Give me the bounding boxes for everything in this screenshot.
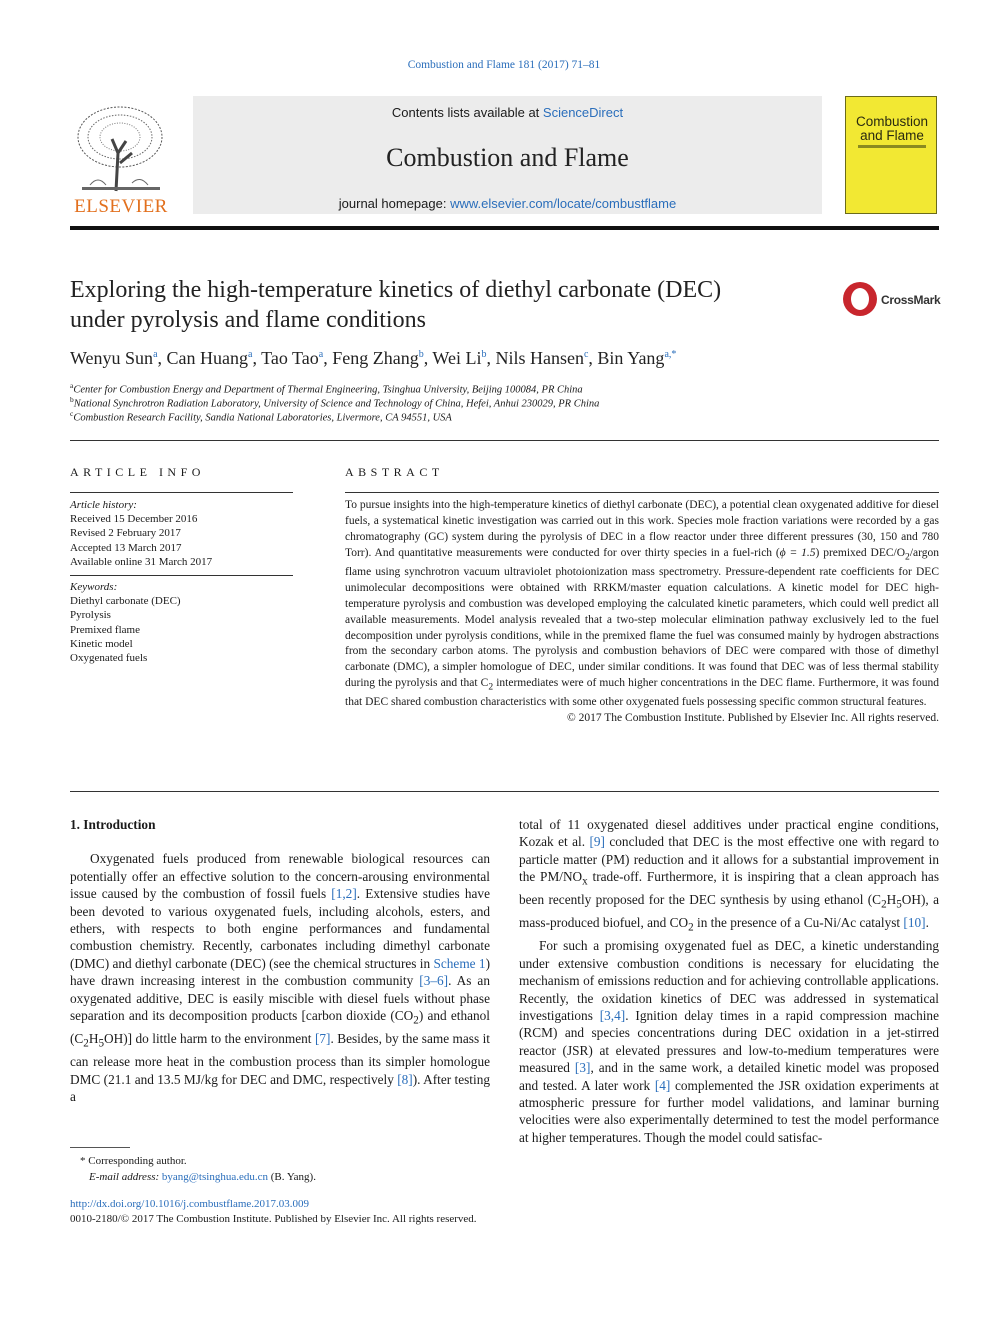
- author-list: Wenyu Sun$^a$, Can Huang$^a$, Tao Tao$^a$, Feng Zhang$^b$, Wei Li$^b$, Nils Hansen$^c$, Bin Yang$^{a,*}$: [70, 348, 677, 368]
- crossmark-label: CrossMark: [881, 293, 941, 307]
- journal-homepage: [193, 196, 822, 211]
- keywords: [70, 580, 293, 665]
- crossmark-icon: [843, 282, 877, 316]
- author[interactable]: Nils Hansen$^c$: [495, 348, 589, 368]
- history-item: Received 15 December 2016: [70, 513, 198, 526]
- citation-link[interactable]: [3,4]: [599, 1008, 626, 1024]
- elsevier-wordmark: ELSEVIER: [74, 196, 168, 217]
- homepage-prefix: journal homepage:: [338, 196, 451, 211]
- keyword[interactable]: Diethyl carbonate (DEC): [70, 595, 181, 608]
- keywords-rule: [70, 575, 293, 576]
- email-link[interactable]: byang@tsinghua.edu.cn: [161, 1171, 268, 1183]
- keyword[interactable]: Kinetic model: [70, 637, 133, 650]
- crossmark-badge[interactable]: [843, 282, 939, 318]
- scheme-link[interactable]: Scheme 1: [433, 955, 486, 971]
- title-line-1: Exploring the high-temperature kinetics of diethyl carbonate (DEC): [70, 277, 722, 303]
- journal-cover-thumbnail[interactable]: [845, 96, 937, 214]
- footnote-rule: [70, 1147, 130, 1148]
- article-title: [70, 275, 830, 335]
- author[interactable]: Can Huang$^a$: [166, 348, 253, 368]
- title-line-2: under pyrolysis and flame conditions: [70, 307, 426, 333]
- citation-link[interactable]: [9]: [589, 834, 605, 850]
- intro-paragraph-1: Oxygenated fuels produced from renewable biological resources can potentially offer an effective solution to the concern-arousing environmental issue caused by the combustion of fossil fuels [1,2]. Extensive studies have been devoted to various oxygenated fuels, including alcohols, esters, and ethers, with respects to both engine performances and fundamental combustion chemistry. Recently, carbonates including dimethyl carbonate (DMC) and diethyl carbonate (DEC) (see the chemical structures in Scheme 1) have drawn increasing interest in the combustion community [3–6]. As an oxygenated additive, DEC is easily miscible with diesel fuels without phase separation and its decomposition products [carbon dioxide $(CO_2)$ and ethanol $(C_2H_5OH)$] do little harm to the environment [7]. Besides, by the same mass it can release more heat in the combustion process than its simpler homologue DMC (21.1 and 13.5 MJ/kg for DEC and DMC, respectively [8]). After testing a: [70, 851, 490, 1104]
- history-item: Revised 2 February 2017: [70, 527, 181, 540]
- citation-link[interactable]: [4]: [654, 1077, 671, 1093]
- citation-link[interactable]: [3–6]: [419, 973, 449, 989]
- intro-left-column: [70, 816, 490, 1105]
- citation-link[interactable]: [10]: [903, 915, 926, 931]
- affiliation-b: $^b$National Synchrotron Radiation Laboratory, University of Science and Technology of China, Hefei, Anhui 230029, PR China: [70, 395, 600, 410]
- email-line: E-mail address: byang@tsinghua.edu.cn (B. Yang).: [89, 1171, 316, 1183]
- abstract-end-rule: [70, 791, 939, 792]
- corresponding-author: * Corresponding author.: [80, 1155, 187, 1167]
- sciencedirect-link[interactable]: ScienceDirect: [542, 105, 624, 120]
- intro-paragraph-2: For such a promising oxygenated fuel as DEC, a kinetic understanding under extensive combustion conditions is necessary for elucidating the mechanism of emissions reduction and for achieving controllable applications. Recently, the oxidation kinetics of DEC was addressed in systematical investigations [3,4]. Ignition delay times in a rapid compression machine (RCM) and species concentrations during DEC oxidation in a jet-stirred reactor (JSR) at elevated pressures and low-to-medium temperatures were measured [3], and in the same work, a detailed kinetic model was proposed and tested. A later work [4] complemented the JSR oxidation experiments at atmospheric pressure for further model validations, and laminar burning velocities were also experimentally determined to test the model performance at higher temperatures. Though the model could satisfac-: [519, 938, 939, 1145]
- affiliation-c: $^c$Combustion Research Facility, Sandia National Laboratories, Livermore, CA 94551, USA: [70, 409, 452, 424]
- elsevier-tree-icon: [70, 103, 172, 195]
- doi-link[interactable]: http://dx.doi.org/10.1016/j.combustflame.2017.03.009: [70, 1198, 310, 1210]
- abstract-rule: [345, 492, 939, 493]
- intro-paragraph-1-cont: total of 11 oxygenated diesel additives under practical engine conditions, Kozak et al. [9] concluded that DEC is the most effective one with regard to particle matter (PM) reduction and it allows for a substantial improvement in the $PM/NO_x$ trade-off. Furthermore, it is inspiring that a clean approach has been recently proposed for the DEC synthesis by using ethanol $(C_2H_5OH)$, a mass-produced biofuel, and $CO_2$ in the presence of a Cu-Ni/Ac catalyst [10].: [519, 817, 940, 934]
- citation-link[interactable]: [8]: [397, 1071, 413, 1087]
- history-item: Accepted 13 March 2017: [70, 541, 182, 554]
- issn-line: 0010-2180/© 2017 The Combustion Institute. Published by Elsevier Inc. All rights reserved.: [70, 1213, 477, 1225]
- journal-title: Combustion and Flame: [386, 143, 629, 172]
- author[interactable]: Tao Tao$^a$: [261, 348, 324, 368]
- contents-line: [193, 105, 822, 120]
- article-info-heading: ARTICLE INFO: [70, 465, 205, 479]
- abstract-copyright: © 2017 The Combustion Institute. Published by Elsevier Inc. All rights reserved.: [566, 712, 939, 725]
- author[interactable]: Wenyu Sun$^a$: [70, 348, 158, 368]
- author[interactable]: Feng Zhang$^b$: [332, 348, 424, 368]
- article-info-rule: [70, 492, 293, 493]
- keywords-label: Keywords:: [70, 581, 118, 593]
- cover-rule: [858, 145, 926, 148]
- author[interactable]: Wei Li$^b$: [432, 348, 487, 368]
- intro-right-column: [519, 816, 939, 1146]
- keyword[interactable]: Premixed flame: [70, 623, 140, 636]
- affiliation-rule: [70, 440, 939, 441]
- citation-link[interactable]: [3]: [574, 1060, 591, 1076]
- header-rule: [70, 226, 939, 230]
- abstract-body: To pursue insights into the high-temperature kinetics of diethyl carbonate (DEC), a potential clean oxygenated additive for diesel fuels, a systematical kinetic investigation was carried out in this work. Species mole fraction variations were recorded by a gas chromatography (GC) system during the pyrolysis of DEC in a flow reactor under three different pressures (30, 150 and 780 Torr). And quantitative measurements were conducted for over thirty species in a fuel-rich (ϕ = 1.5) premixed DEC/$O_2$/argon flame using synchrotron vacuum ultraviolet photoionization mass spectrometry. Pressure-dependent rate coefficients for DEC unimolecular decompositions were obtained with RRKM/master equation calculations. A kinetic model for DEC high-temperature pyrolysis and combustion was developed employing the calculated kinetic parameters, which could well predict all available measurements. Model analysis revealed that a two-step molecular elimination pathway exclusively led to the fuel decomposition under pyrolysis conditions, while in the premixed flame the fuel was consumed mainly by hydrogen abstractions from the secondary carbon atoms. The pyrolysis and combustion behaviors of DEC were compared with those of dimethyl carbonate (DMC), a simpler homologue of DEC, under similar conditions. It was found that DEC was of less thermal stability during the pyrolysis and that $C_2$ intermediates were of much higher concentrations in the DEC flame. Furthermore, it was found that DEC shared combustion characteristics with some other oxygenated fuels possessing specific common structural features. © 2017 The Combustion Institute. Published by Elsevier Inc. All rights reserved.: [345, 498, 939, 727]
- contents-prefix: Contents lists available at: [391, 105, 543, 120]
- author[interactable]: Bin Yang$^{a,*}$: [597, 348, 677, 368]
- cover-title: Combustion and Flame: [855, 114, 929, 143]
- affiliation-a: $^a$Center for Combustion Energy and Department of Thermal Engineering, Tsinghua University, Beijing 100084, PR China: [70, 381, 583, 396]
- abstract-heading: ABSTRACT: [345, 465, 444, 479]
- intro-heading: 1. Introduction: [70, 817, 156, 832]
- history-item: Available online 31 March 2017: [70, 555, 213, 568]
- corresponding-footnote: [80, 1153, 500, 1185]
- citation-link[interactable]: [7]: [314, 1031, 331, 1047]
- article-info: [70, 498, 293, 569]
- history-label: Article history:: [70, 499, 137, 511]
- keyword[interactable]: Oxygenated fuels: [70, 652, 148, 665]
- citation-link[interactable]: [1,2]: [331, 886, 357, 902]
- journal-reference[interactable]: Combustion and Flame 181 (2017) 71–81: [407, 59, 601, 71]
- keyword[interactable]: Pyrolysis: [70, 609, 111, 622]
- homepage-link[interactable]: www.elsevier.com/locate/combustflame: [450, 196, 677, 211]
